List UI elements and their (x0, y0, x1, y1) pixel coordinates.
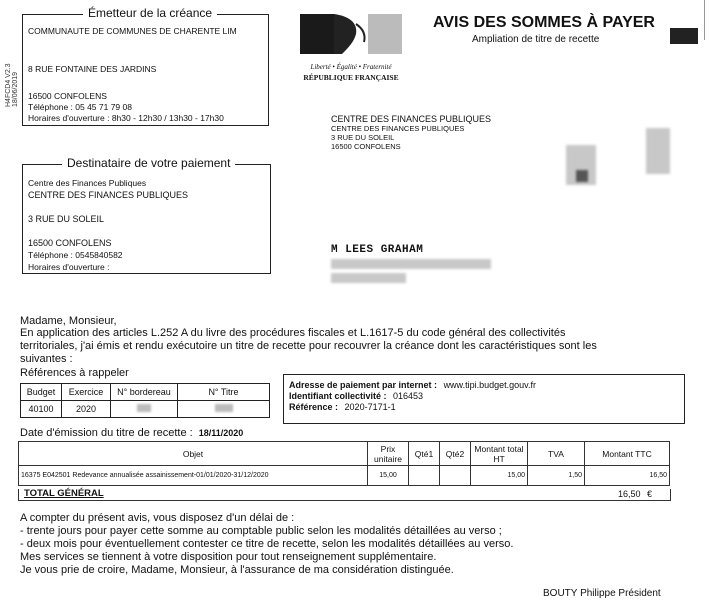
marianne-icon (298, 12, 404, 58)
recipient-name: M LEES GRAHAM (331, 244, 424, 256)
closing-line3: - deux mois pour éventuellement contester ce titre de recette, selon les modalités détaillées au verso. (20, 538, 514, 550)
destinataire-title: Destinataire de votre paiement (62, 156, 235, 170)
signature (543, 588, 661, 599)
items-table (18, 441, 670, 486)
recipient-address-blur (331, 259, 491, 269)
recipient-address-blur (331, 273, 406, 283)
emetteur-address: 8 RUE FONTAINE DES JARDINS (28, 64, 157, 74)
intro-line2: territoriales, j'ai émis et rendu exécutoire un titre de recette pour recouvrer la créance dont les caractéristiques sont les (20, 340, 597, 352)
destinataire-phone: Téléphone : 0545840582 (28, 250, 123, 260)
sender-line3: 3 RUE DU SOLEIL (331, 133, 395, 142)
table-row (21, 384, 270, 401)
total-value (618, 489, 652, 499)
total-label: TOTAL GÉNÉRAL (24, 488, 104, 499)
col-header: Montant TTC (585, 442, 670, 466)
page-title: AVIS DES SOMMES À PAYER (433, 14, 655, 31)
signature-title: Philippe Président (580, 588, 661, 599)
ref-header: Exercice (62, 384, 111, 401)
signature-name: BOUTY (543, 588, 578, 599)
intro-line3: suivantes : (20, 353, 73, 365)
corner-mark (670, 28, 698, 44)
col-header: Objet (19, 442, 368, 466)
item-qte2 (440, 466, 471, 486)
col-header: Qté1 (409, 442, 440, 466)
payment-collectivity (289, 391, 423, 401)
closing-line5: Je vous prie de croire, Madame, Monsieur, à l'assurance de ma considération distinguée. (20, 564, 454, 576)
sender-line2: CENTRE DES FINANCES PUBLIQUES (331, 124, 465, 133)
ref-titre (178, 401, 270, 418)
emission-date (20, 427, 243, 439)
ref-header: Budget (21, 384, 62, 401)
references-table (20, 383, 270, 418)
emetteur-name: COMMUNAUTE DE COMMUNES DE CHARENTE LIM (28, 26, 237, 36)
refs-title: Références à rappeler (20, 367, 129, 379)
ref-header: N° Titre (178, 384, 270, 401)
destinataire-line2: CENTRE DES FINANCES PUBLIQUES (28, 190, 189, 200)
destinataire-city: 16500 CONFOLENS (28, 238, 112, 248)
ref-header: N° bordereau (111, 384, 178, 401)
payment-address (289, 380, 536, 390)
logo-republic: RÉPUBLIQUE FRANÇAISE (303, 73, 399, 82)
emission-label: Date d'émission du titre de recette : (20, 427, 193, 439)
col-header: Montant total HT (471, 442, 528, 466)
closing-line1: A compter du présent avis, vous disposez d'un délai de : (20, 512, 295, 524)
corner-line (704, 0, 705, 40)
destinataire-address: 3 RUE DU SOLEIL (28, 214, 105, 224)
item-objet: 16375 E042501 Redevance annualisée assainissement-01/01/2020-31/12/2020 (19, 466, 368, 486)
emetteur-hours: Horaires d'ouverture : 8h30 - 12h30 / 13h30 - 17h30 (28, 113, 224, 123)
item-prix: 15,00 (368, 466, 409, 486)
intro-line1: En application des articles L.252 A du livre des procédures fiscales et L.1617-5 du code général des collectivités (20, 327, 566, 339)
table-row (21, 401, 270, 418)
table-row (19, 466, 670, 486)
payment-collectivity-value: 016453 (393, 391, 424, 401)
item-tva: 1,50 (528, 466, 585, 486)
col-header: Qté2 (440, 442, 471, 466)
col-header: Prix unitaire (368, 442, 409, 466)
ref-exercice: 2020 (62, 401, 111, 418)
closing-line2: - trente jours pour payer cette somme au comptable public selon les modalités détaillées au verso ; (20, 525, 502, 537)
item-qte1 (409, 466, 440, 486)
payment-collectivity-label: Identifiant collectivité : (289, 391, 387, 401)
emetteur-title: Émetteur de la créance (83, 6, 217, 20)
logo-motto: Liberté • Égalité • Fraternité (310, 63, 392, 71)
emetteur-phone: Téléphone : 05 45 71 79 08 (28, 102, 132, 112)
destinataire-hours: Horaires d'ouverture : (28, 262, 110, 272)
side-code: H4FCD4 V2.3 18/06/2019 (5, 63, 19, 107)
item-ttc: 16,50 (585, 466, 670, 486)
table-row (19, 442, 670, 466)
payment-reference (289, 402, 396, 412)
payment-address-value[interactable]: www.tipi.budget.gouv.fr (443, 380, 536, 390)
ref-bordereau (111, 401, 178, 418)
page-subtitle: Ampliation de titre de recette (472, 34, 600, 45)
payment-address-label: Adresse de paiement par internet : (289, 380, 438, 390)
payment-reference-value: 2020-7171-1 (344, 402, 396, 412)
total-row (18, 489, 671, 501)
total-amount: 16,50 (618, 489, 641, 499)
col-header: TVA (528, 442, 585, 466)
greeting: Madame, Monsieur, (20, 315, 117, 327)
item-ht: 15,00 (471, 466, 528, 486)
emission-date-value: 18/11/2020 (198, 428, 244, 438)
payment-reference-label: Référence : (289, 402, 339, 412)
destinataire-line1: Centre des Finances Publiques (28, 178, 147, 188)
barcode-blur (646, 128, 670, 174)
currency-symbol: € (647, 489, 653, 499)
emetteur-city: 16500 CONFOLENS (28, 91, 107, 101)
sender-line4: 16500 CONFOLENS (331, 142, 401, 151)
ref-budget: 40100 (21, 401, 62, 418)
closing-line4: Mes services se tiennent à votre disposition pour tout renseignement supplémentaire. (20, 551, 437, 563)
barcode-blur (576, 170, 588, 182)
sender-line1: CENTRE DES FINANCES PUBLIQUES (331, 114, 492, 124)
marianne-logo (298, 12, 404, 84)
